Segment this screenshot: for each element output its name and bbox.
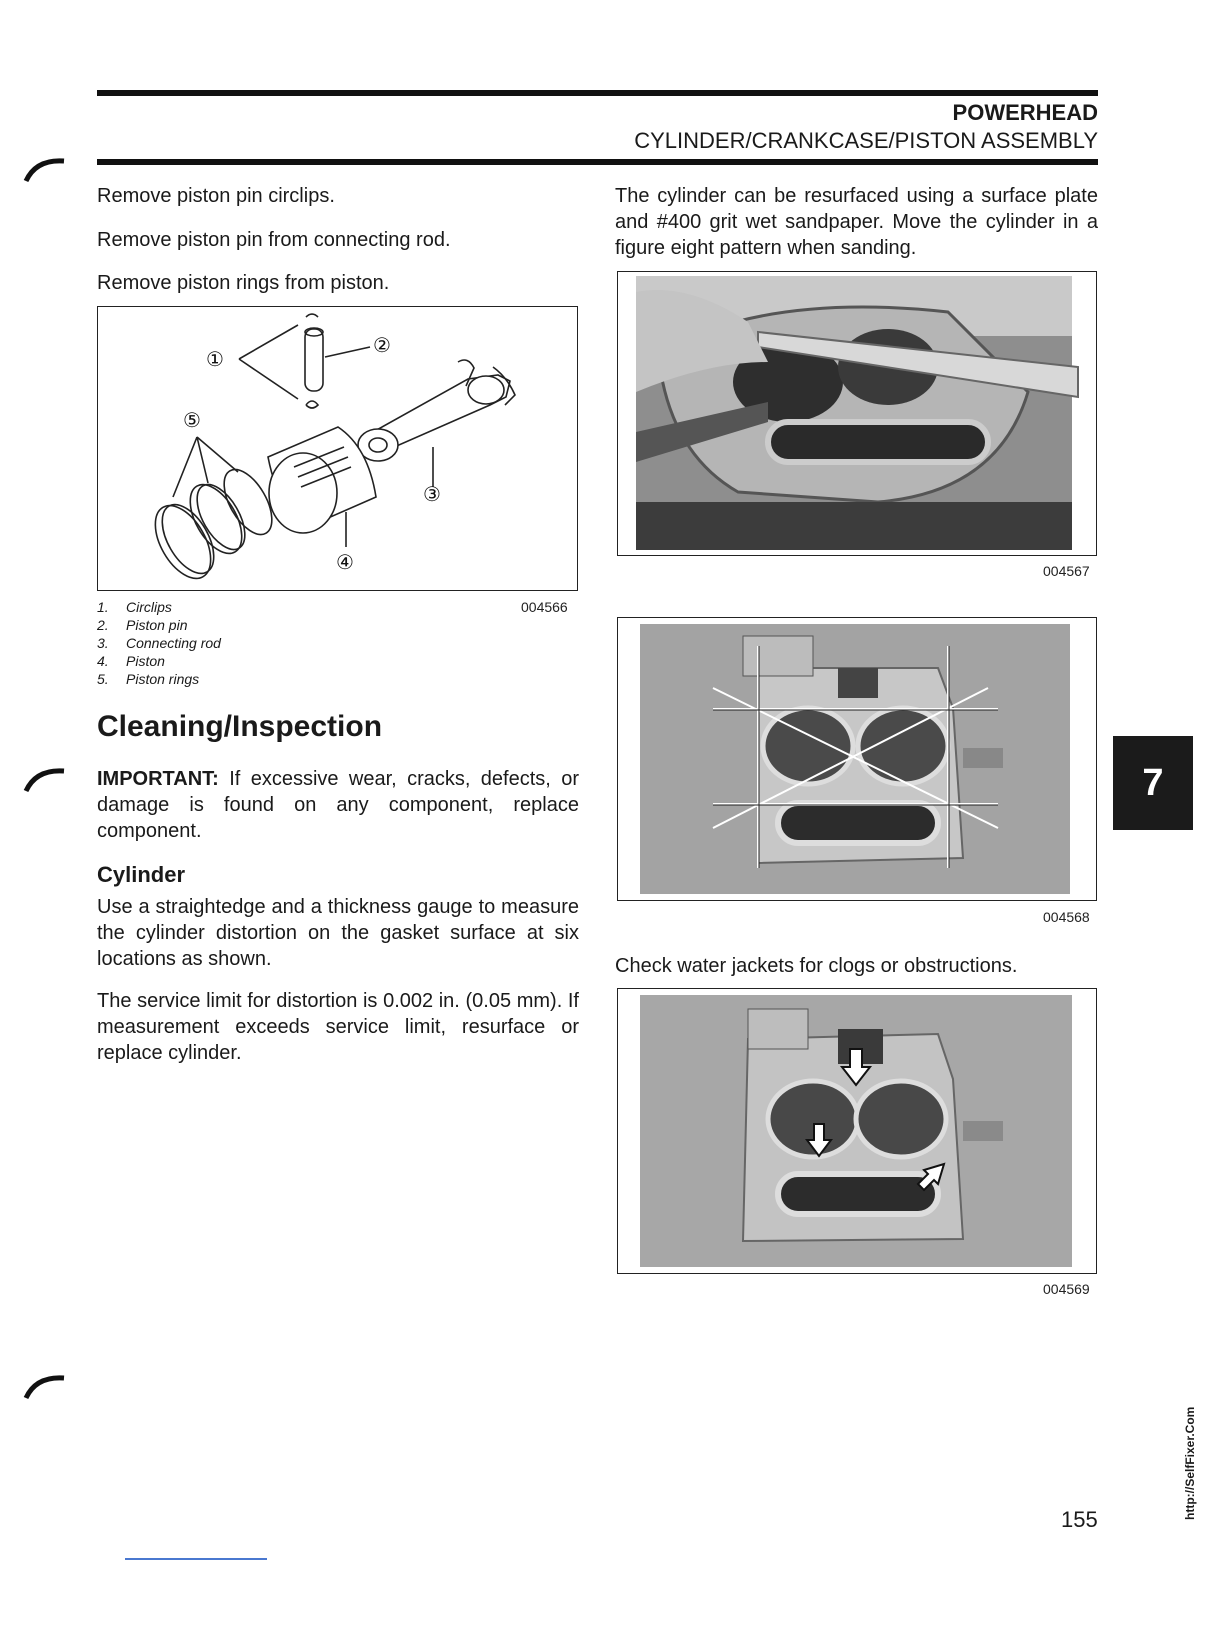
step-2: Remove piston pin from connecting rod. bbox=[97, 229, 451, 251]
legend-item bbox=[97, 598, 221, 616]
punch-mark bbox=[22, 1372, 66, 1416]
figure2-code: 004567 bbox=[1043, 563, 1090, 579]
punch-mark bbox=[22, 155, 66, 199]
watermark: http://SelfFixer.Com bbox=[1183, 1406, 1197, 1520]
header-top-rule bbox=[97, 90, 1098, 96]
cylinder-paragraph-2: The service limit for distortion is 0.002 in. (0.05 mm). If measurement exceeds service limit, resurface or replace cylinder. bbox=[97, 990, 579, 1064]
distortion-photo-frame bbox=[617, 617, 1097, 901]
legend-label: Connecting rod bbox=[126, 635, 221, 651]
circlip-bottom bbox=[306, 401, 318, 408]
legend-label: Piston pin bbox=[126, 617, 188, 633]
piston-assembly-drawing bbox=[98, 307, 576, 589]
water-jacket-paragraph: Check water jackets for clogs or obstructions. bbox=[615, 955, 1018, 977]
step-3: Remove piston rings from piston. bbox=[97, 272, 390, 294]
section-title: POWERHEAD bbox=[952, 100, 1098, 125]
circlip-top bbox=[306, 314, 318, 317]
callout-1: ① bbox=[206, 347, 224, 371]
chapter-tab: 7 bbox=[1113, 736, 1193, 830]
callout-5: ⑤ bbox=[183, 408, 201, 432]
distortion-photo bbox=[618, 618, 1095, 899]
piston-diagram bbox=[97, 306, 578, 591]
legend-item bbox=[97, 634, 221, 652]
legend-label: Piston rings bbox=[126, 671, 200, 687]
callout-3: ③ bbox=[423, 482, 441, 506]
punch-mark bbox=[22, 765, 66, 809]
figure4-code: 004569 bbox=[1043, 1281, 1090, 1297]
figure3-code: 004568 bbox=[1043, 909, 1090, 925]
legend-num: 1. bbox=[97, 599, 109, 615]
step-1: Remove piston pin circlips. bbox=[97, 185, 335, 207]
important-note bbox=[97, 766, 579, 844]
resurface-paragraph: The cylinder can be resurfaced using a surface plate and #400 grit wet sandpaper. Move the cylinder in a figure eight pattern when sanding. bbox=[615, 185, 1098, 259]
legend-num: 3. bbox=[97, 635, 109, 651]
legend-num: 5. bbox=[97, 671, 109, 687]
page-number: 155 bbox=[1061, 1507, 1098, 1532]
resurface-photo-frame bbox=[617, 271, 1097, 556]
legend-label: Circlips bbox=[126, 599, 172, 615]
header-bottom-rule bbox=[97, 159, 1098, 165]
callout-4: ④ bbox=[336, 550, 354, 574]
resurface-photo bbox=[618, 272, 1095, 554]
legend-item bbox=[97, 670, 221, 688]
water-jacket-photo-frame bbox=[617, 988, 1097, 1274]
callout-2: ② bbox=[373, 333, 391, 357]
legend-label: Piston bbox=[126, 653, 165, 669]
cylinder-heading: Cylinder bbox=[97, 862, 186, 887]
subsection-title: CYLINDER/CRANKCASE/PISTON ASSEMBLY bbox=[634, 128, 1098, 153]
figure1-legend bbox=[97, 598, 221, 688]
piston-pin-shape bbox=[305, 329, 323, 391]
bottom-link-underline bbox=[125, 1558, 267, 1560]
watermark-container bbox=[1183, 1406, 1199, 1650]
cylinder-paragraph-1: Use a straightedge and a thickness gauge to measure the cylinder distortion on the gasket surface at six locations as shown. bbox=[97, 896, 579, 970]
cleaning-heading: Cleaning/Inspection bbox=[97, 710, 383, 743]
legend-item bbox=[97, 616, 221, 634]
legend-num: 4. bbox=[97, 653, 109, 669]
legend-item bbox=[97, 652, 221, 670]
important-label: IMPORTANT: bbox=[97, 768, 219, 790]
water-jacket-photo bbox=[618, 989, 1095, 1272]
legend-num: 2. bbox=[97, 617, 109, 633]
figure1-code: 004566 bbox=[521, 599, 568, 615]
important-text: If excessive wear, cracks, defects, or damage is found on any component, replace component. bbox=[97, 768, 579, 842]
